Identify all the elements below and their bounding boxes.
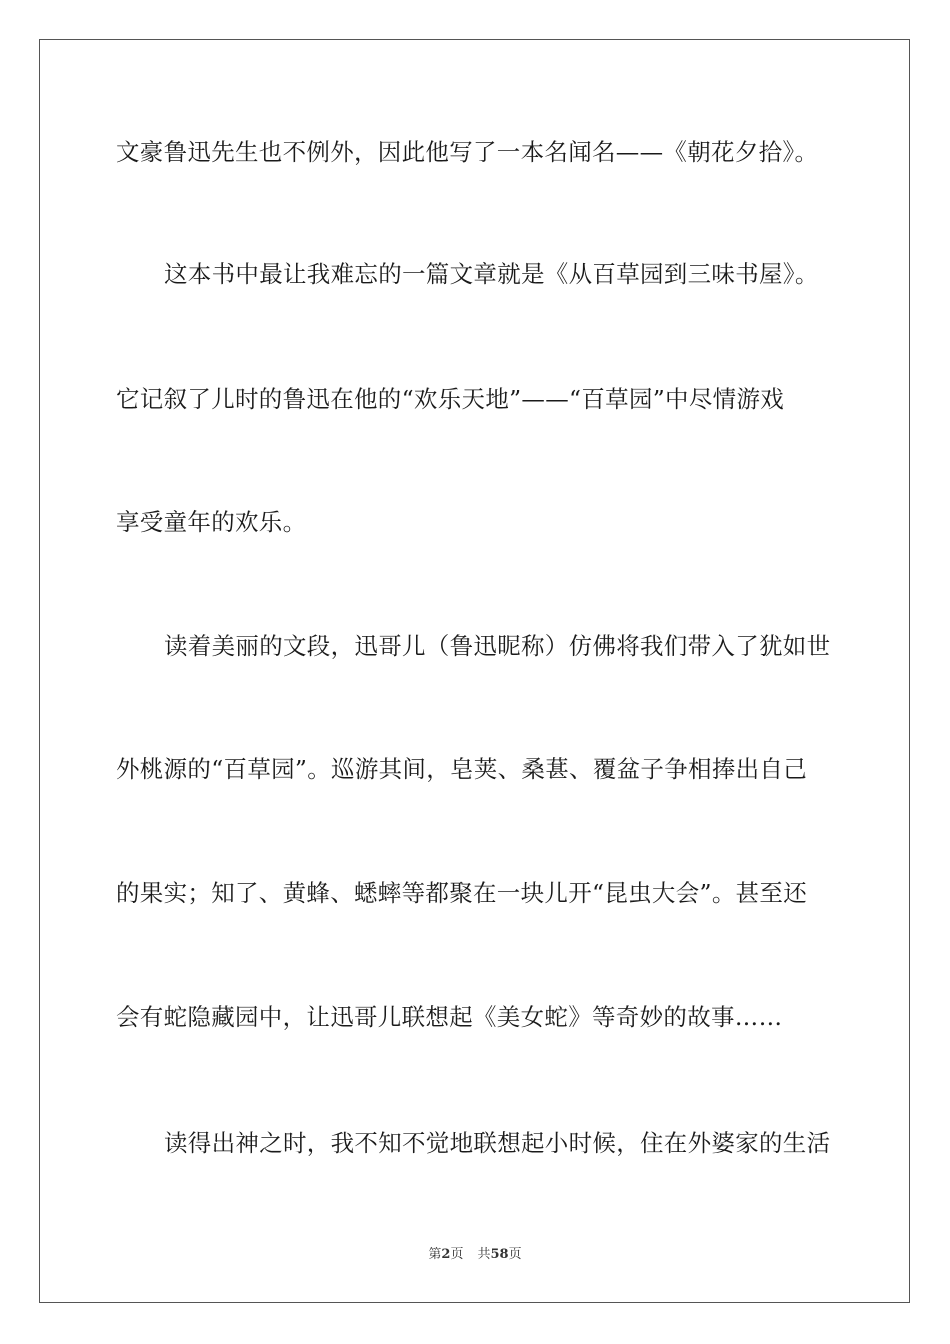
page-footer (0, 1246, 950, 1264)
footer-page-number: 2 (441, 1247, 451, 1262)
footer-page-suffix: 页 (450, 1247, 464, 1262)
text-line-1: 文豪鲁迅先生也不例外，因此他写了一本名闻名——《朝花夕拾》。 (116, 138, 819, 166)
footer-page-prefix: 第 (428, 1247, 442, 1262)
text-line-5: 读着美丽的文段，迅哥儿（鲁迅昵称）仿佛将我们带入了犹如世 (164, 632, 831, 660)
footer-total-prefix: 共 (477, 1247, 491, 1262)
text-line-7: 的果实；知了、黄蜂、蟋蟀等都聚在一块儿开“昆虫大会”。甚至还 (116, 879, 808, 907)
footer-total-pages: 58 (490, 1247, 509, 1262)
text-line-9: 读得出神之时，我不知不觉地联想起小时候，住在外婆家的生活 (164, 1129, 831, 1157)
footer-total-suffix: 页 (508, 1247, 522, 1262)
text-line-3: 它记叙了儿时的鲁迅在他的“欢乐天地”——“百草园”中尽情游戏 (116, 385, 785, 413)
text-line-8: 会有蛇隐藏园中，让迅哥儿联想起《美女蛇》等奇妙的故事…… (116, 1003, 783, 1031)
text-line-2: 这本书中最让我难忘的一篇文章就是《从百草园到三味书屋》。 (164, 260, 819, 288)
text-line-4: 享受童年的欢乐。 (116, 508, 307, 536)
text-line-6: 外桃源的“百草园”。巡游其间，皂荚、桑葚、覆盆子争相捧出自己 (116, 755, 808, 783)
page-border (39, 39, 910, 1303)
